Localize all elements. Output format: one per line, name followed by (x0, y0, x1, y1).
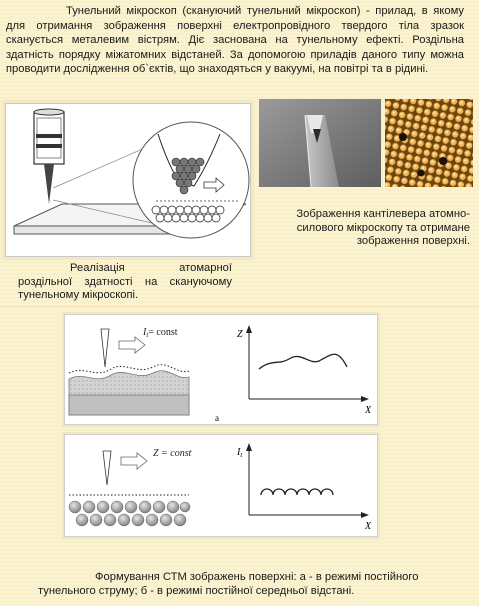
panel-b-x-axis: X (365, 521, 372, 532)
stm-schematic-figure (5, 103, 251, 257)
panel-b-condition: Z = const (153, 448, 192, 459)
caption-resolution: Реалізація атомарної роздільної здатності на скануючому тунельному мікроскопі. (18, 262, 232, 301)
svg-text:It (236, 447, 243, 459)
panel-b-y-axis: I (237, 447, 241, 458)
panel-a-condition: = const (148, 327, 178, 338)
cantilever-photo (259, 99, 381, 187)
stm-mode-a-diagram (64, 314, 378, 425)
svg-text:It= const (142, 327, 178, 339)
panel-a-y-axis: Z (237, 329, 243, 340)
stm-mode-b-diagram (64, 434, 378, 537)
panel-a-x-axis: X (365, 405, 372, 416)
panel-a-label: a (215, 413, 219, 423)
surface-atomic-image (385, 99, 473, 187)
panel-a-condition-sub: t (146, 331, 149, 339)
caption-cantilever: Зображення кантілевера атомно-силового мікроскопу та отримане зображення поверхні. (296, 208, 470, 247)
caption-stm-modes-line2: тунельного струму; б - в режимі постійної середньої відстані. (38, 585, 355, 597)
caption-stm-modes-line1: Формування СТМ зображень поверхні: а - в режимі постійного (95, 571, 419, 583)
caption-stm-modes (38, 570, 468, 598)
intro-paragraph: Тунельний мікроскоп (скануючий тунельний мікроскоп) - прилад, в якому для отримання зображення поверхні електропровідного твердого тіла зразок сканується металевим вістрям. Діє заснована на тунельному ефекті. Роздільна здатність порядку міжатомних відстаней. За допомогою приладів даного типу можна проводити дослідження об`єктів, що знаходяться у вакуумі, на повітрі та в рідині. (6, 5, 464, 76)
panel-b-y-sub: t (240, 451, 243, 459)
section-divider (0, 306, 479, 307)
panel-a-condition-var: I (143, 327, 147, 338)
